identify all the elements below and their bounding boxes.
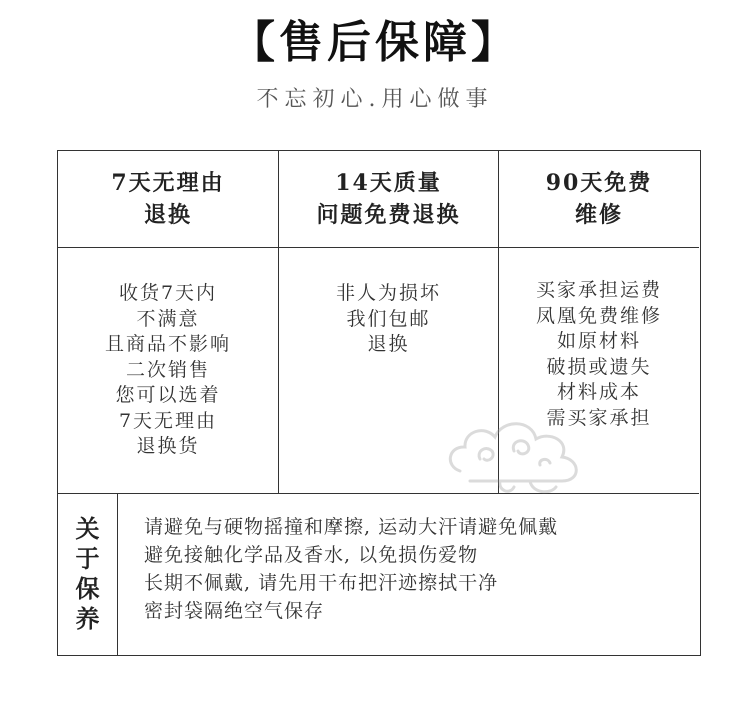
- body-line: 7天无理由: [118, 409, 218, 432]
- care-line: 请避免与硬物摇撞和摩擦, 运动大汗请避免佩戴: [144, 516, 559, 538]
- body-line: 买家承担运费: [535, 279, 662, 301]
- body-line: 需买家承担: [546, 406, 652, 429]
- care-label-char: 于: [75, 544, 100, 573]
- body-line: 且商品不影响: [104, 333, 231, 355]
- care-section-label: [58, 493, 117, 655]
- body-line: 破损或遗失: [546, 355, 652, 378]
- body-line: 二次销售: [125, 358, 210, 381]
- body-line: 我们包邮: [346, 307, 431, 330]
- header-cell-90-day-repair: [499, 151, 699, 247]
- page-title: 【售后保障】: [231, 17, 519, 68]
- body-line: 退换: [367, 333, 410, 355]
- header-line: 退换: [143, 202, 192, 228]
- header-line: 维修: [574, 202, 623, 228]
- care-label-char: 保: [75, 574, 100, 603]
- auspicious-cloud-icon: [440, 411, 590, 501]
- guarantee-table: [57, 150, 701, 656]
- care-label-char: 关: [75, 514, 100, 543]
- body-line: 如原材料: [556, 330, 641, 352]
- header-line: 14天质量: [335, 170, 442, 196]
- header-line: 7天无理由: [111, 170, 225, 196]
- page-subtitle: 不忘初心.用心做事: [256, 87, 494, 112]
- care-label-char: 养: [75, 604, 100, 633]
- row-divider: [58, 493, 699, 494]
- body-line: 不满意: [136, 307, 200, 330]
- header-line: 90天免费: [545, 170, 653, 196]
- body-cell-7-day-return: [58, 248, 278, 493]
- care-line: 长期不佩戴, 请先用干布把汗迹擦拭干净: [144, 572, 499, 594]
- header-cell-14-day-quality: [279, 151, 498, 247]
- care-line: 避免接触化学品及香水, 以免损伤爱物: [144, 544, 479, 566]
- care-line: 密封袋隔绝空气保存: [144, 600, 325, 622]
- header-line: 问题免费退换: [316, 202, 461, 228]
- body-line: 退换货: [136, 435, 200, 457]
- care-instructions: [144, 513, 694, 625]
- body-line: 材料成本: [556, 381, 641, 403]
- body-line: 非人为损坏: [335, 282, 441, 304]
- body-line: 您可以选着: [115, 384, 221, 406]
- care-label-divider: [117, 493, 118, 655]
- body-line: 凤凰免费维修: [535, 304, 662, 327]
- body-line: 收货7天内: [118, 282, 218, 304]
- header-cell-7-day-return: [58, 151, 278, 247]
